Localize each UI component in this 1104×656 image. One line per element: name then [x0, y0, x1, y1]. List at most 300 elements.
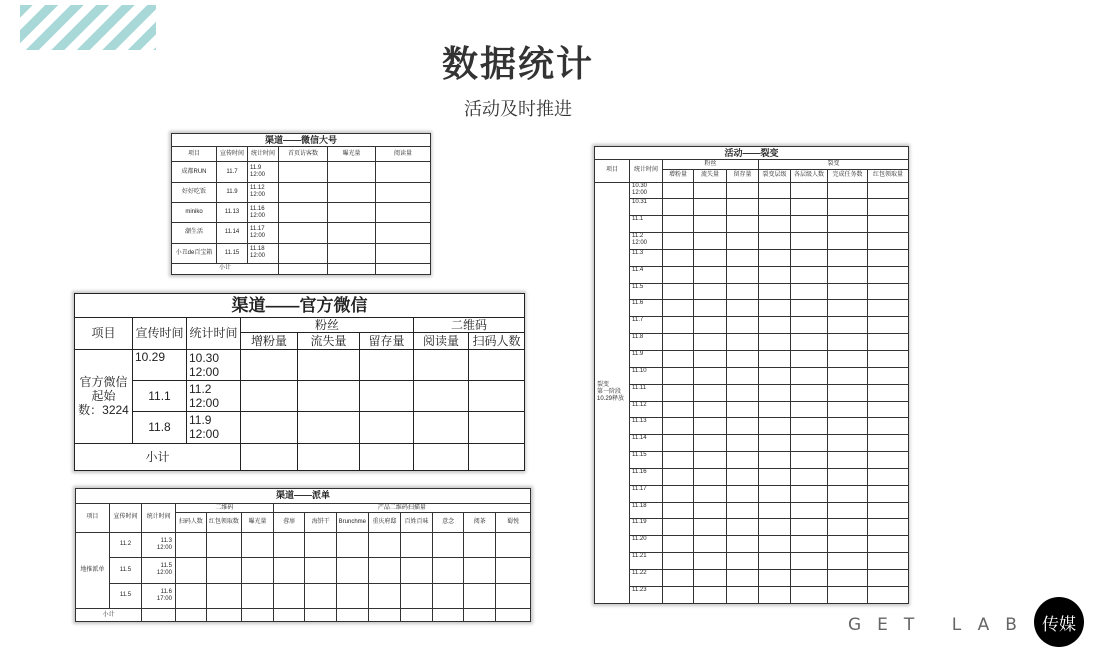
table-row [595, 300, 909, 317]
stat-time-cell: 11.3 [630, 249, 663, 266]
table-cell [663, 536, 694, 553]
table-cell [663, 519, 694, 536]
table-cell [759, 502, 791, 519]
table-cell [337, 583, 369, 609]
table-cell [298, 349, 360, 380]
table-cell [759, 216, 791, 233]
table-row [75, 380, 525, 411]
stat-time-cell: 11.2 12:00 [187, 380, 241, 411]
table-cell [663, 249, 694, 266]
flyer-table [75, 488, 531, 622]
stat-time: 11.12 12:00 [250, 185, 266, 199]
table-cell [464, 558, 496, 584]
table-caption: 渠道——官方微信 [75, 294, 525, 318]
table-cell [496, 558, 531, 584]
table-cell [376, 263, 431, 274]
table-cell [727, 384, 759, 401]
subtotal-row [172, 263, 431, 274]
table-row [595, 435, 909, 452]
table-cell [279, 162, 328, 182]
table-cell [663, 216, 694, 233]
table-row [595, 182, 909, 199]
table-cell [828, 435, 868, 452]
table-row [595, 334, 909, 351]
table-row [595, 485, 909, 502]
table-caption: 渠道——派单 [76, 489, 531, 504]
column-header: 项目 [172, 147, 217, 162]
table-cell [868, 334, 909, 351]
table-cell [759, 334, 791, 351]
stat-time-cell: 10.30 12:00 [187, 349, 241, 380]
column-header: 曝光量 [242, 513, 274, 532]
table-cell [868, 182, 909, 199]
table-cell [206, 558, 242, 584]
table-cell [694, 367, 727, 384]
table-cell [759, 435, 791, 452]
table-cell [694, 435, 727, 452]
table-cell [242, 609, 274, 622]
subtotal-label: 小计 [172, 263, 279, 274]
table-row [595, 553, 909, 570]
subtotal-row [76, 609, 531, 622]
official-wechat-table [74, 293, 525, 471]
table-cell [401, 583, 433, 609]
table-cell [727, 485, 759, 502]
stat-time-cell: 11.9 12:00 [187, 412, 241, 443]
column-header: 项目 [76, 503, 110, 532]
table-cell [694, 401, 727, 418]
table-cell [305, 558, 337, 584]
table-cell [727, 519, 759, 536]
table-cell [759, 485, 791, 502]
table-cell [464, 532, 496, 558]
table-cell [868, 435, 909, 452]
table-cell [298, 380, 360, 411]
stat-time-cell: 11.2 12:00 [630, 233, 663, 250]
table-cell [360, 380, 414, 411]
table-cell [727, 586, 759, 603]
table-cell [727, 283, 759, 300]
group-header: 裂变 [759, 160, 909, 170]
table-cell [828, 401, 868, 418]
date-cell: 11.1 [133, 380, 187, 411]
table-row [76, 558, 531, 584]
table-row [595, 502, 909, 519]
table-cell [727, 401, 759, 418]
table-cell [791, 485, 828, 502]
table-cell [242, 583, 274, 609]
table-row [76, 532, 531, 558]
table-cell [360, 349, 414, 380]
table-cell [868, 367, 909, 384]
table-row [75, 412, 525, 443]
column-header: 流失量 [694, 170, 727, 182]
table-cell [868, 586, 909, 603]
table-cell [337, 609, 369, 622]
table-cell [759, 418, 791, 435]
stat-time-cell: 11.12 [630, 401, 663, 418]
table-cell [469, 349, 525, 380]
table-cell [868, 233, 909, 250]
table-cell [727, 233, 759, 250]
table-cell [663, 553, 694, 570]
table-cell [242, 532, 274, 558]
table-cell [414, 412, 469, 443]
column-header: 重庆府邸 [368, 513, 401, 532]
stat-time-cell: 11.9 [630, 350, 663, 367]
table-row [595, 569, 909, 586]
table-row [595, 266, 909, 283]
stat-time-cell: 11.18 [630, 502, 663, 519]
subtotal-label: 小计 [75, 443, 241, 470]
table-cell [496, 532, 531, 558]
table-cell [727, 536, 759, 553]
table-cell [791, 536, 828, 553]
table-cell [759, 300, 791, 317]
stat-time-cell: 11.11 [630, 384, 663, 401]
column-header: 阅读量 [376, 147, 431, 162]
table-cell [175, 532, 206, 558]
table-row [595, 586, 909, 603]
column-header: 增粉量 [241, 333, 298, 349]
project-cell: miniko [172, 202, 217, 222]
table-cell [791, 384, 828, 401]
table-cell [273, 609, 305, 622]
table-cell [727, 249, 759, 266]
stat-time-cell: 11.19 [630, 519, 663, 536]
table-cell [305, 532, 337, 558]
table-cell [376, 223, 431, 243]
table-cell [727, 350, 759, 367]
stat-time: 11.16 12:00 [250, 205, 266, 219]
logo-text: 传媒 [1042, 614, 1076, 634]
table-cell [328, 263, 376, 274]
table-cell [727, 300, 759, 317]
stat-time-cell: 11.14 [630, 435, 663, 452]
table-cell [727, 553, 759, 570]
column-header: 阅读量 [414, 333, 469, 349]
table-cell [376, 243, 431, 263]
stat-time-cell: 11.7 [630, 317, 663, 334]
table-row [172, 202, 431, 222]
table-cell [360, 443, 414, 470]
stat-time-cell [248, 202, 279, 222]
table-cell [206, 609, 242, 622]
table-cell [298, 443, 360, 470]
table-cell [694, 233, 727, 250]
table-cell [279, 243, 328, 263]
table-cell [663, 367, 694, 384]
column-header: 项目 [595, 160, 630, 182]
table-cell [694, 569, 727, 586]
column-header: 宣传时间 [133, 318, 187, 349]
stat-time-cell: 11.13 [630, 418, 663, 435]
table-cell [868, 502, 909, 519]
table-cell [694, 182, 727, 199]
table-cell [868, 283, 909, 300]
table-cell [469, 412, 525, 443]
table-cell [791, 317, 828, 334]
table-cell [727, 334, 759, 351]
table-cell [694, 519, 727, 536]
table-row [595, 468, 909, 485]
table-cell [828, 519, 868, 536]
table-cell [868, 468, 909, 485]
column-header: 蓉扉 [273, 513, 305, 532]
table-cell [401, 532, 433, 558]
table-cell [791, 283, 828, 300]
table-row [595, 384, 909, 401]
table-row [595, 249, 909, 266]
table-cell [376, 162, 431, 182]
stat-time-cell: 10.31 [630, 199, 663, 216]
column-header: 宣传时间 [217, 147, 248, 162]
table-cell [414, 380, 469, 411]
table-cell [828, 300, 868, 317]
table-cell [432, 609, 464, 622]
date-cell: 10.29 [133, 349, 187, 380]
date-cell: 11.8 [133, 412, 187, 443]
column-header: 统计时间 [187, 318, 241, 349]
table-cell [759, 519, 791, 536]
stat-time-cell: 11.22 [630, 569, 663, 586]
fission-table-card [594, 146, 908, 604]
table-cell [663, 468, 694, 485]
stat-time-cell: 11.6 17:00 [142, 583, 176, 609]
table-cell [368, 583, 401, 609]
table-cell [337, 532, 369, 558]
table-cell [694, 384, 727, 401]
table-cell [828, 350, 868, 367]
table-cell [273, 558, 305, 584]
table-cell [241, 443, 298, 470]
table-cell [828, 553, 868, 570]
project-cell: 小丑de百宝箱 [172, 243, 217, 263]
table-cell [368, 609, 401, 622]
table-cell [694, 199, 727, 216]
stat-time: 11.17 12:00 [250, 225, 266, 239]
table-cell [432, 583, 464, 609]
table-cell [727, 418, 759, 435]
table-cell [828, 569, 868, 586]
table-cell [868, 199, 909, 216]
table-row [172, 243, 431, 263]
table-cell [663, 199, 694, 216]
table-row [595, 216, 909, 233]
column-header: 红包领取量 [868, 170, 909, 182]
table-row [595, 317, 909, 334]
table-cell [828, 334, 868, 351]
table-cell [759, 553, 791, 570]
table-cell [663, 435, 694, 452]
project-label: 官方微信 起始 数：3224 [75, 349, 133, 443]
table-cell [206, 532, 242, 558]
table-cell [791, 300, 828, 317]
table-cell [868, 569, 909, 586]
table-cell [376, 182, 431, 202]
table-cell [368, 532, 401, 558]
table-cell [279, 223, 328, 243]
group-header: 粉丝 [663, 160, 759, 170]
table-cell [432, 558, 464, 584]
table-cell [727, 182, 759, 199]
table-cell [694, 553, 727, 570]
column-header: 意念 [432, 513, 464, 532]
table-cell [759, 182, 791, 199]
table-cell [828, 536, 868, 553]
wechat-big-table [171, 133, 431, 275]
table-cell [464, 583, 496, 609]
table-cell [328, 162, 376, 182]
table-cell [791, 350, 828, 367]
column-header: 完成任务数 [828, 170, 868, 182]
stat-time-cell: 11.6 [630, 300, 663, 317]
date-cell: 11.7 [217, 162, 248, 182]
table-cell [868, 519, 909, 536]
table-cell [694, 216, 727, 233]
column-header: 增粉量 [663, 170, 694, 182]
table-cell [828, 249, 868, 266]
table-row [595, 418, 909, 435]
table-caption: 渠道——微信大号 [172, 134, 431, 147]
project-label: 地推派单 [76, 532, 110, 609]
table-row [595, 233, 909, 250]
table-cell [360, 412, 414, 443]
table-cell [828, 216, 868, 233]
table-cell [759, 317, 791, 334]
column-header: 流失量 [298, 333, 360, 349]
table-cell [328, 182, 376, 202]
table-row [172, 162, 431, 182]
date-cell: 11.2 [109, 532, 142, 558]
table-cell [759, 586, 791, 603]
stat-time-cell [248, 243, 279, 263]
date-cell: 11.14 [217, 223, 248, 243]
table-row [595, 367, 909, 384]
stat-time-cell: 11.21 [630, 553, 663, 570]
table-cell [414, 349, 469, 380]
table-cell [828, 283, 868, 300]
table-cell [663, 485, 694, 502]
table-cell [694, 485, 727, 502]
table-cell [791, 334, 828, 351]
table-cell [279, 263, 328, 274]
table-cell [694, 334, 727, 351]
table-cell [694, 317, 727, 334]
table-cell [759, 452, 791, 469]
table-cell [868, 317, 909, 334]
project-label: 裂变 第一阶段 10.29释放 [595, 182, 630, 603]
table-cell [401, 609, 433, 622]
table-cell [759, 401, 791, 418]
table-cell [663, 502, 694, 519]
stat-time-cell: 10.30 12:00 [630, 182, 663, 199]
table-cell [694, 283, 727, 300]
table-cell [663, 283, 694, 300]
table-cell [868, 418, 909, 435]
table-cell [663, 452, 694, 469]
table-cell [868, 485, 909, 502]
table-cell [828, 586, 868, 603]
date-cell: 11.15 [217, 243, 248, 263]
table-cell [694, 536, 727, 553]
table-cell [828, 384, 868, 401]
table-cell [791, 249, 828, 266]
column-header: 统计时间 [248, 147, 279, 162]
table-cell [791, 266, 828, 283]
column-header: 扫码人数 [469, 333, 525, 349]
table-row [595, 199, 909, 216]
column-header: 曝光量 [328, 147, 376, 162]
table-cell [663, 300, 694, 317]
table-cell [694, 249, 727, 266]
table-row [595, 283, 909, 300]
table-cell [791, 199, 828, 216]
table-cell [727, 452, 759, 469]
table-cell [273, 583, 305, 609]
stat-time-cell: 11.5 12:00 [142, 558, 176, 584]
column-header: 首页访客数 [279, 147, 328, 162]
table-row [595, 452, 909, 469]
table-cell [279, 182, 328, 202]
table-cell [241, 349, 298, 380]
table-cell [868, 216, 909, 233]
table-cell [868, 249, 909, 266]
table-cell [868, 452, 909, 469]
table-row [595, 401, 909, 418]
table-cell [828, 266, 868, 283]
table-cell [868, 401, 909, 418]
table-cell [868, 384, 909, 401]
table-cell [663, 418, 694, 435]
table-cell [496, 609, 531, 622]
table-cell [727, 502, 759, 519]
table-cell [694, 300, 727, 317]
table-cell [694, 452, 727, 469]
column-header: Brunchme [337, 513, 369, 532]
table-cell [791, 435, 828, 452]
column-header: 百姓百味 [401, 513, 433, 532]
table-cell [663, 350, 694, 367]
table-cell [759, 569, 791, 586]
table-cell [464, 609, 496, 622]
table-cell [727, 199, 759, 216]
table-cell [328, 202, 376, 222]
group-header: 二维码 [414, 318, 525, 333]
stat-time-cell: 11.15 [630, 452, 663, 469]
table-cell [791, 586, 828, 603]
table-row [76, 583, 531, 609]
column-header: 统计时间 [142, 503, 176, 532]
brand-logo [1034, 597, 1084, 647]
table-cell [241, 412, 298, 443]
table-cell [401, 558, 433, 584]
stat-time-cell: 11.10 [630, 367, 663, 384]
table-cell [663, 233, 694, 250]
column-header: 裂变层级 [759, 170, 791, 182]
column-header: 项目 [75, 318, 133, 349]
table-cell [694, 468, 727, 485]
table-cell [868, 300, 909, 317]
table-cell [828, 317, 868, 334]
table-cell [791, 367, 828, 384]
table-cell [759, 384, 791, 401]
table-cell [791, 418, 828, 435]
table-cell [828, 485, 868, 502]
table-cell [759, 350, 791, 367]
official-wechat-table-card [74, 293, 524, 471]
table-cell [305, 609, 337, 622]
